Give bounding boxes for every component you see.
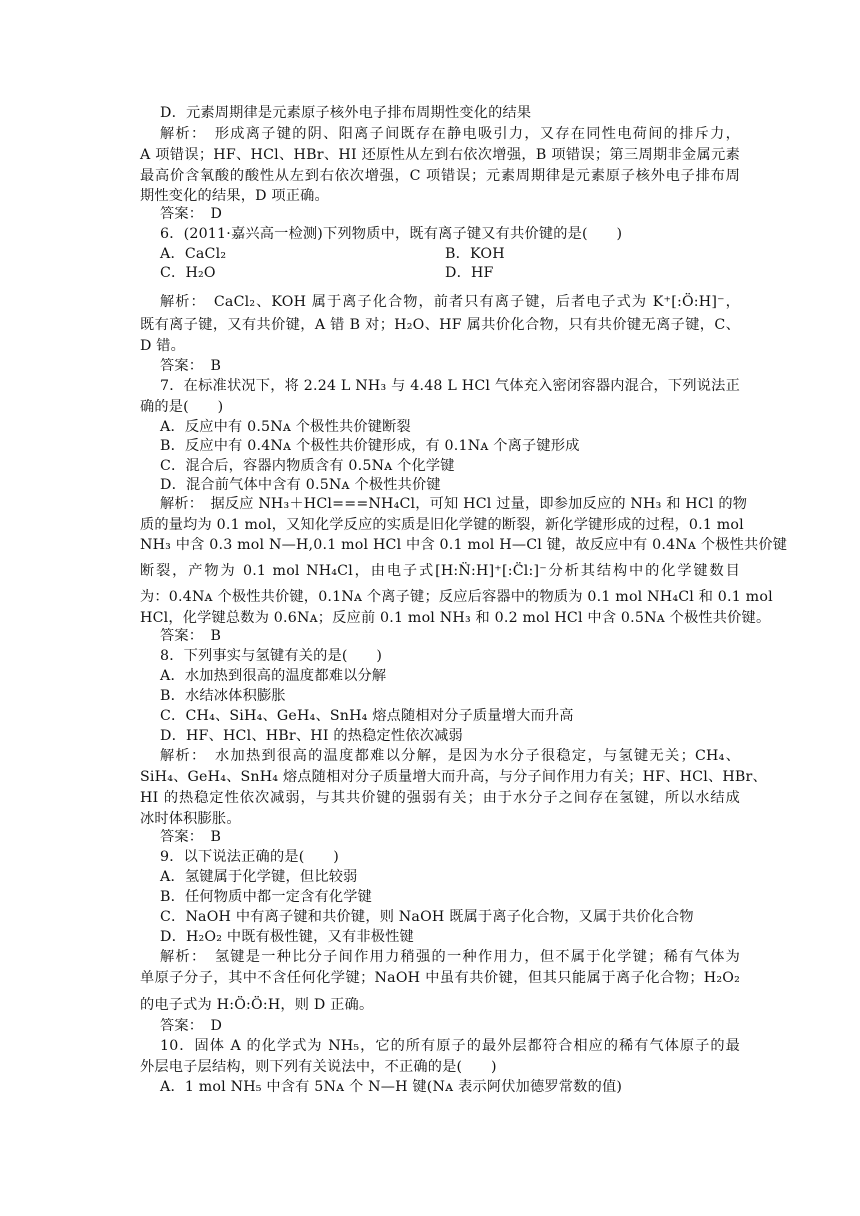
option-a: A．1 mol NH₅ 中含有 5Nᴀ 个 N—H 键(Nᴀ 表示阿伏加德罗常数的值) [160,1079,623,1095]
text-line: 解析： 氢键是一种比分子间作用力稍强的一种作用力，但不属于化学键；稀有气体为 [160,949,740,965]
answer-line: 答案： B [160,628,222,644]
question-6: 6．(2011·嘉兴高一检测)下列物质中，既有离子键又有共价键的是( ) [160,226,623,242]
text-line: 外层电子层结构，则下列有关说法中，不正确的是( ) [140,1059,497,1075]
option-b: B．KOH [445,246,505,262]
option-line [160,264,740,282]
text-line: 解析： 据反应 NH₃＋HCl===NH₄Cl，可知 HCl 过量，即参加反应的 NH₃ 和 HCl 的物 [160,496,748,512]
option-c: C．混合后，容器内物质含有 0.5Nᴀ 个化学键 [160,458,455,474]
option-b: B．水结冰体积膨胀 [160,688,286,704]
text-line: 解析： 形成离子键的阴、阳离子间既存在静电吸引力，又存在同性电荷间的排斥力， [160,126,740,142]
option-d: D．H₂O₂ 中既有极性键，又有非极性键 [160,929,414,945]
answer-line: 答案： D [160,206,223,222]
text-line: 断裂，产物为 0.1 mol NH₄Cl，由电子式[H:N̈:H]⁺[:C̈l:]⁻分析其结构中的化学键数目 [140,563,740,579]
answer-line: 答案： D [160,1018,223,1034]
text-line: 质的量均为 0.1 mol，又知化学反应的实质是旧化学键的断裂，新化学键形成的过程，0.1 mol [140,517,744,533]
text-line: HCl，化学键总数为 0.6Nᴀ；反应前 0.1 mol NH₃ 和 0.2 mol HCl 中含 0.5Nᴀ 个极性共价键。 [140,610,771,626]
option-a: A．CaCl₂ [160,246,227,262]
option-c: C．H₂O [160,265,216,281]
option-c: C．CH₄、SiH₄、GeH₄、SnH₄ 熔点随相对分子质量增大而升高 [160,708,574,724]
answer-line: 答案： B [160,829,222,845]
option-d: D．HF [445,265,494,281]
text-line: 既有离子键，又有共价键，A 错 B 对；H₂O、HF 属共价化合物，只有共价键无离子键，C、 [140,317,740,333]
option-line [160,245,740,263]
question-8: 8．下列事实与氢键有关的是( ) [160,648,383,664]
question-7: 7．在标准状况下，将 2.24 L NH₃ 与 4.48 L HCl 气体充入密闭容器内混合，下列说法正 [160,378,740,394]
option-c: C．NaOH 中有离子键和共价键，则 NaOH 既属于离子化合物，又属于共价化合物 [160,909,694,925]
option-a: A．水加热到很高的温度都难以分解 [160,668,387,684]
question-10: 10．固体 A 的化学式为 NH₅，它的所有原子的最外层都符合相应的稀有气体原子的最 [160,1038,740,1054]
text-line: NH₃ 中含 0.3 mol N—H,0.1 mol HCl 中含 0.1 mol H—Cl 键，故反应中有 0.4Nᴀ 个极性共价键 [140,537,788,553]
text-line: 为：0.4Nᴀ 个极性共价键，0.1Nᴀ 个离子键；反应后容器中的物质为 0.1 mol NH₄Cl 和 0.1 mol [140,589,773,605]
text-line: 解析： 水加热到很高的温度都难以分解，是因为水分子很稳定，与氢键无关；CH₄、 [160,748,740,764]
option-a: A．氢键属于化学键，但比较弱 [160,869,358,885]
option-a: A．反应中有 0.5Nᴀ 个极性共价键断裂 [160,419,411,435]
question-9: 9．以下说法正确的是( ) [160,849,339,865]
text-line: D．元素周期律是元素原子核外电子排布周期性变化的结果 [160,105,532,121]
text-line: 确的是( ) [140,399,224,415]
text-line: 期性变化的结果，D 项正确。 [140,188,329,204]
text-line: SiH₄、GeH₄、SnH₄ 熔点随相对分子质量增大而升高，与分子间作用力有关；HF、HCl、HBr、 [140,769,767,785]
text-line: D 错。 [140,338,186,354]
text-line: HI 的热稳定性依次减弱，与其共价键的强弱有关；由于水分子之间存在氢键，所以水结成 [140,790,740,806]
text-line: 最高价含氧酸的酸性从左到右依次增强，C 项错误；元素周期律是元素原子核外电子排布周 [140,168,740,184]
option-b: B．任何物质中都一定含有化学键 [160,889,373,905]
answer-line: 答案： B [160,358,222,374]
option-b: B．反应中有 0.4Nᴀ 个极性共价键形成，有 0.1Nᴀ 个离子键形成 [160,438,580,454]
text-line: 单原子分子，其中不含任何化学键；NaOH 中虽有共价键，但其只能属于离子化合物；H₂O₂ [140,970,740,986]
text-line: 的电子式为 H:Ö:Ö:H，则 D 正确。 [140,997,374,1013]
option-d: D．HF、HCl、HBr、HI 的热稳定性依次减弱 [160,728,463,744]
text-line: 解析： CaCl₂、KOH 属于离子化合物，前者只有离子键，后者电子式为 K⁺[:Ö:H]⁻， [160,294,740,310]
text-line: 冰时体积膨胀。 [140,811,241,827]
text-line: A 项错误；HF、HCl、HBr、HI 还原性从左到右依次增强，B 项错误；第三周期非金属元素 [140,147,740,163]
option-d: D．混合前气体中含有 0.5Nᴀ 个极性共价键 [160,477,441,493]
